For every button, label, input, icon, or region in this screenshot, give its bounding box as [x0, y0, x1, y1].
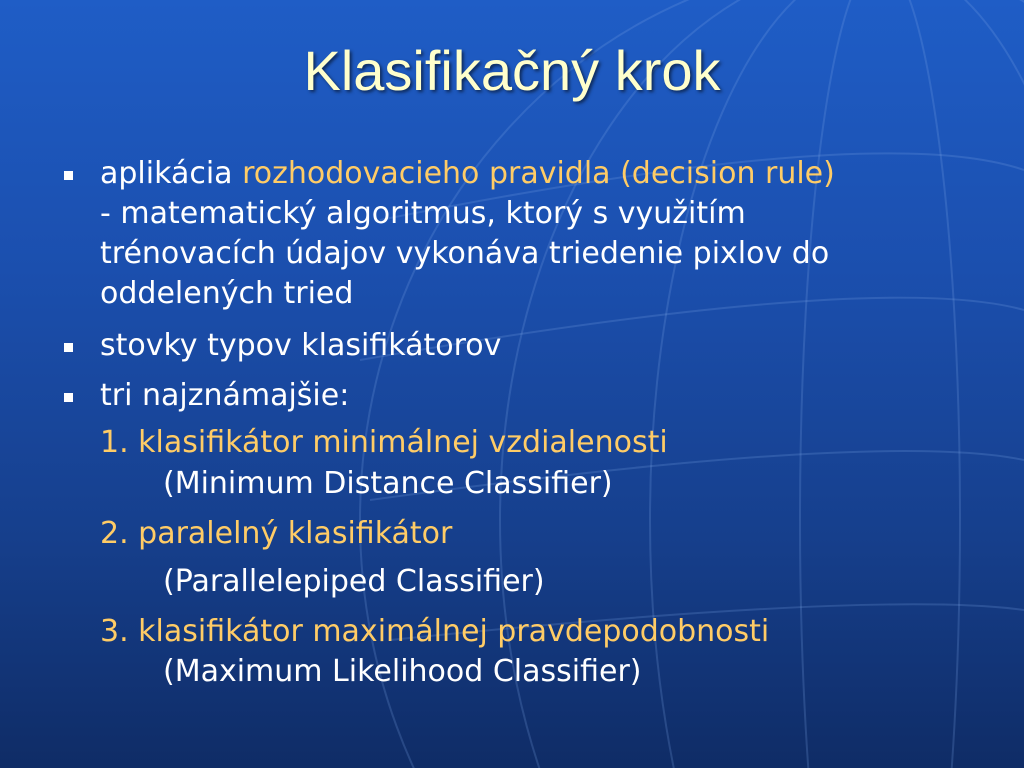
bullet-text-line: oddelených tried — [100, 276, 354, 311]
bullet-square-icon — [64, 343, 73, 352]
highlighted-term: rozhodovacieho pravidla (decision rule) — [242, 156, 835, 191]
bullet-item-decision-rule — [100, 154, 980, 314]
bullet-text-line: - matematický algoritmus, ktorý s využitím — [100, 196, 746, 231]
classifier-english-minimum-distance: (Minimum Distance Classifier) — [163, 466, 613, 501]
bullet-text: aplikácia — [100, 156, 243, 191]
bullet-text-line: trénovacích údajov vykonáva triedenie pixlov do — [100, 236, 830, 271]
classifier-item-minimum-distance: 1. klasifikátor minimálnej vzdialenosti — [100, 425, 668, 460]
classifier-item-maximum-likelihood: 3. klasifikátor maximálnej pravdepodobnosti — [100, 614, 770, 649]
bullet-item-classifier-types: stovky typov klasifikátorov — [100, 328, 502, 363]
bullet-square-icon — [64, 171, 73, 180]
classifier-item-parallelepiped: 2. paralelný klasifikátor — [100, 516, 453, 551]
bullet-item-most-known: tri najznámajšie: — [100, 378, 350, 413]
slide-title: Klasifikačný krok — [303, 39, 721, 102]
classifier-english-parallelepiped: (Parallelepiped Classifier) — [163, 564, 545, 599]
bullet-square-icon — [64, 393, 73, 402]
classifier-english-maximum-likelihood: (Maximum Likelihood Classifier) — [163, 654, 642, 689]
